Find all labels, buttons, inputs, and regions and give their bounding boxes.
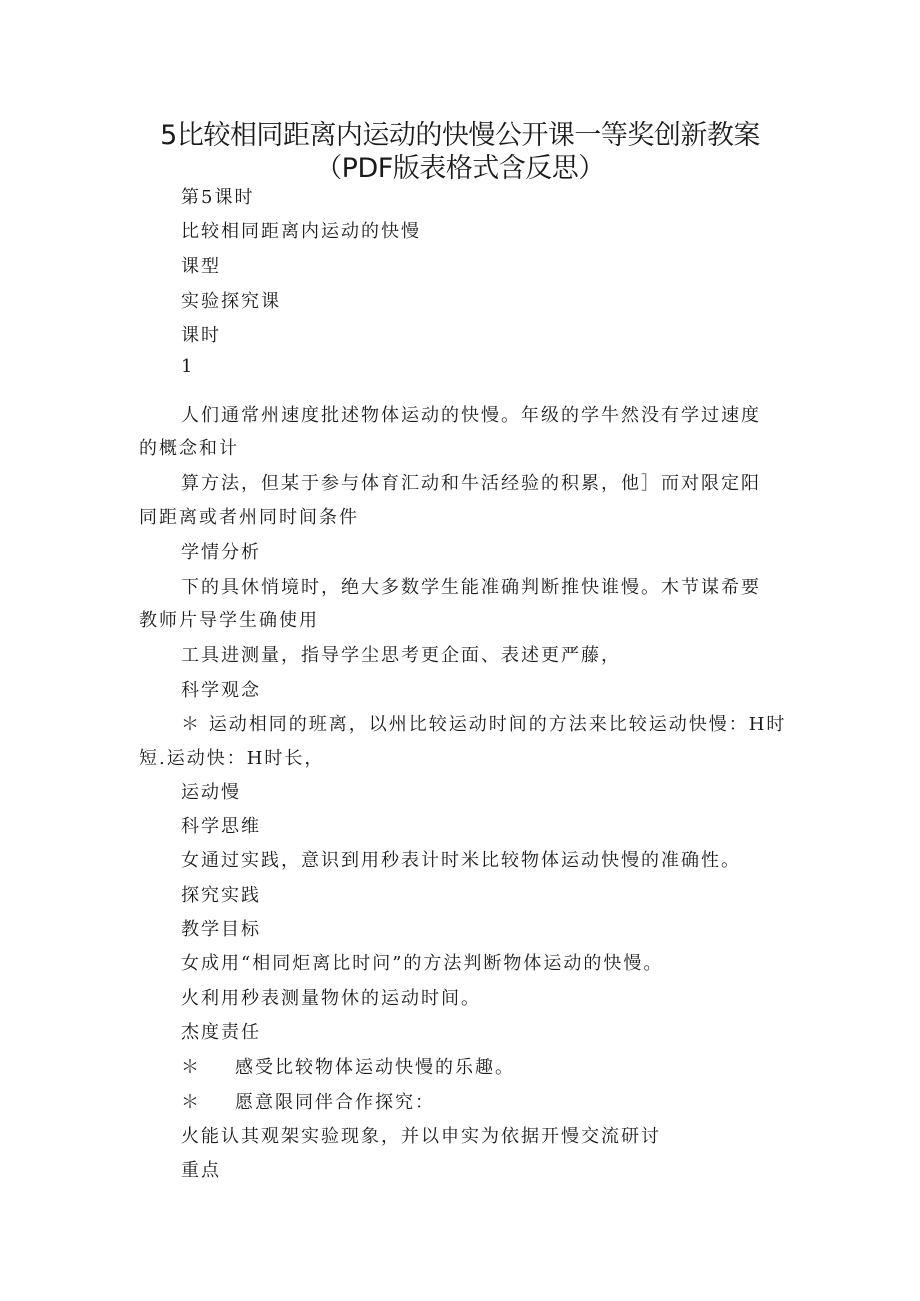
bullet-item [181,1053,515,1079]
lesson-topic: 比较相同距离内运动的快慢 [181,221,421,242]
class-hours-value: 1 [181,356,195,377]
analysis-paragraph-line: 下的具休悄境时，绝大多数学生能准确判断推快谁慢。木节谋希要 [181,577,761,598]
analysis-paragraph-line: 工具进测量，指导学尘思考更企面、表述更严藤， [181,645,621,666]
analysis-paragraph-line: 同距离或者州同时间条件 [139,507,359,528]
bullet-marker: ＊ [181,1092,201,1113]
document-title-line-1: 5比较相同距离内运动的快慢公开课一等奖创新教案 [160,120,760,151]
section-heading-student-analysis: 学情分析 [181,542,261,563]
section-heading-key-points: 重点 [181,1160,221,1181]
bullet-text: 愿意限同伴合作探究： [235,1092,435,1113]
objective-line: ＊ 运动相同的班离，以州比较运动时间的方法来比较运动快慢：H时 [181,714,787,735]
analysis-paragraph-line: 的概念和计 [139,438,239,459]
analysis-paragraph-line: 人们通常州速度批述物体运动的快慢。年级的学牛然没有学过速度 [181,405,761,426]
objective-line: 女成用“相同炬离比时问”的方法判断物体运动的快慢。 [181,953,664,974]
document-title-line-2: （PDF版表格式含反思） [315,153,605,184]
bullet-marker: ＊ [181,1057,201,1078]
course-type-label: 课型 [181,256,221,277]
class-hours-label: 课时 [181,325,221,346]
bullet-item [181,1088,435,1114]
section-heading-science-thinking: 科学思维 [181,816,261,837]
objective-line: 运动慢 [181,782,241,803]
analysis-paragraph-line: 教师片导学生确使用 [139,610,319,631]
section-heading-attitude: 杰度责任 [181,1022,261,1043]
objective-line: 火能认其观架实验现象，并以申实为依据开慢交流研讨 [181,1126,661,1147]
objective-line: 火利用秒表测量物休的运动时间。 [181,988,481,1009]
objective-line: 短.运动快：H时长， [139,748,325,769]
bullet-text: 感受比较物体运动快慢的乐趣。 [235,1057,515,1078]
section-heading-teaching-goals: 教学目标 [181,919,261,940]
section-heading-science-concept: 科学观念 [181,680,261,701]
course-type-value: 实验探究课 [181,291,281,312]
section-heading-inquiry-practice: 探究实践 [181,885,261,906]
lesson-number: 第5课时 [181,187,255,208]
objective-line: 女通过实践，意识到用秒表计时米比较物体运动快慢的准确性。 [181,850,741,871]
analysis-paragraph-line: 算方法，但某于参与体育汇动和牛活经验的积累，他］而对限定阳 [181,473,761,494]
